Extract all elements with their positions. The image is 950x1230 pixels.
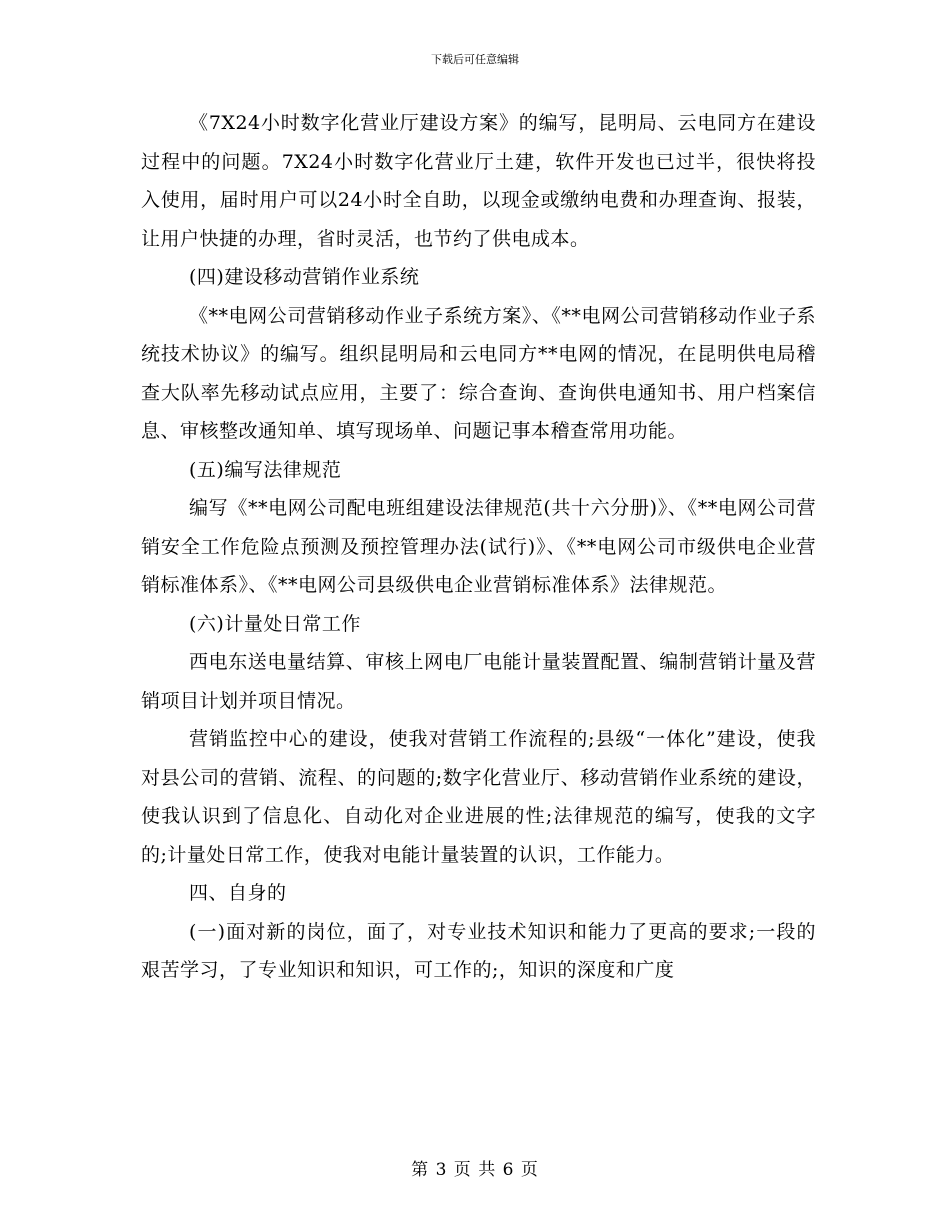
- document-body: [141, 104, 816, 990]
- paragraph-summary: 营销监控中心的建设，使我对营销工作流程的;县级“一体化”建设，使我对县公司的营销、流程、的问题的;数字化营业厅、移动营销作业系统的建设，使我认识到了信息化、自动化对企业进展的性;法律规范的编写，使我的文字的;计量处日常工作，使我对电能计量装置的认识，工作能力。: [141, 728, 816, 866]
- paragraph-metering: 西电东送电量结算、审核上网电厂电能计量装置配置、编制营销计量及营销项目计划并项目情况。: [141, 651, 816, 712]
- section-heading-self: 四、自身的: [189, 882, 287, 904]
- section-heading-legal-norms: (五)编写法律规范: [189, 458, 342, 481]
- page-footer: 第 3 页 共 6 页: [411, 1160, 539, 1180]
- section-heading-metering: (六)计量处日常工作: [189, 612, 361, 635]
- paragraph-new-position: (一)面对新的岗位，面了，对专业技术知识和能力了更高的要求;一段的艰苦学习，了专业知识和知识，可工作的;，知识的深度和广度: [141, 920, 816, 981]
- paragraph-legal-norms: 编写《**电网公司配电班组建设法律规范(共十六分册)》、《**电网公司营销安全工作危险点预测及预控管理办法(试行)》、《**电网公司市级供电企业营销标准体系》、《**电网公司县级供电企业营销标准体系》法律规范。: [141, 497, 816, 596]
- paragraph-mobile-system: 《**电网公司营销移动作业子系统方案》、《**电网公司营销移动作业子系统技术协议》的编写。组织昆明局和云电同方**电网的情况，在昆明供电局稽查大队率先移动试点应用，主要了：综合查询、查询供电通知书、用户档案信息、审核整改通知单、填写现场单、问题记事本稽查常用功能。: [141, 304, 816, 442]
- paragraph-digital-hall: 《7X24小时数字化营业厅建设方案》的编写，昆明局、云电同方在建设过程中的问题。7X24小时数字化营业厅土建，软件开发也已过半，很快将投入使用，届时用户可以24小时全自助，以现金或缴纳电费和办理查询、报装，让用户快捷的办理，省时灵活，也节约了供电成本。: [141, 112, 816, 250]
- section-heading-mobile-system: (四)建设移动营销作业系统: [189, 266, 420, 288]
- page-header: 下载后可任意编辑: [431, 53, 519, 66]
